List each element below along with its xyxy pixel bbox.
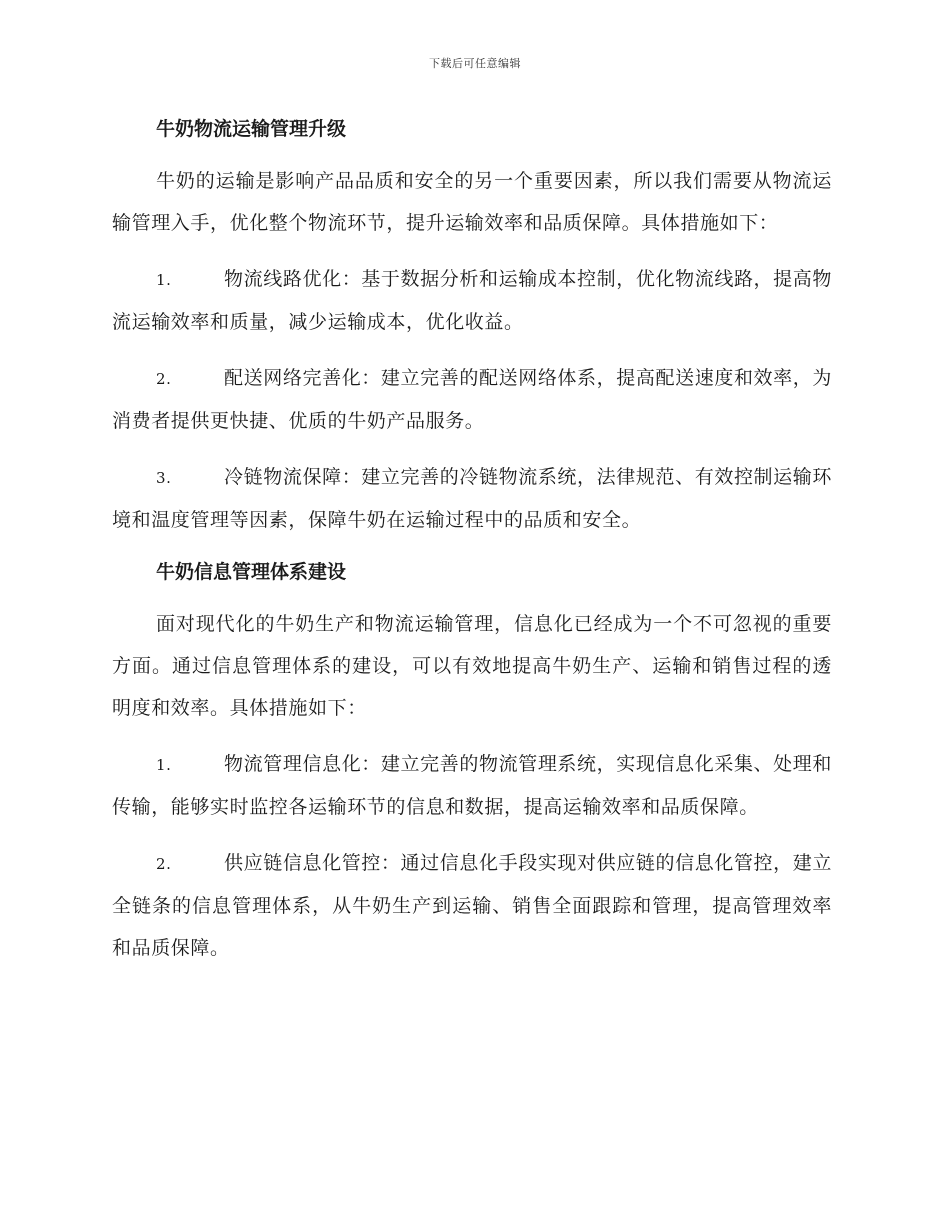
- list-number: 2.: [156, 370, 172, 388]
- list-item: [112, 456, 832, 541]
- list-number: 1.: [156, 271, 172, 289]
- section-heading: 牛奶信息管理体系建设: [156, 561, 347, 583]
- list-text: 配送网络完善化：建立完善的配送网络体系，提高配送速度和效率，为消费者提供更快捷、优质的牛奶产品服务。: [112, 367, 832, 432]
- list-number: 1.: [156, 756, 172, 774]
- list-item: [112, 258, 832, 343]
- header-note: 下载后可任意编辑: [429, 57, 521, 70]
- list-number: 2.: [156, 855, 172, 873]
- section-intro: 牛奶的运输是影响产品品质和安全的另一个重要因素，所以我们需要从物流运输管理入手，优化整个物流环节，提升运输效率和品质保障。具体措施如下：: [112, 170, 832, 234]
- section-intro: 面对现代化的牛奶生产和物流运输管理，信息化已经成为一个不可忽视的重要方面。通过信息管理体系的建设，可以有效地提高牛奶生产、运输和销售过程的透明度和效率。具体措施如下：: [112, 613, 832, 719]
- list-number: 3.: [156, 469, 172, 487]
- list-text: 供应链信息化管控：通过信息化手段实现对供应链的信息化管控，建立全链条的信息管理体系，从牛奶生产到运输、销售全面跟踪和管理，提高管理效率和品质保障。: [112, 852, 832, 959]
- section-heading: 牛奶物流运输管理升级: [156, 118, 347, 140]
- list-text: 物流线路优化：基于数据分析和运输成本控制，优化物流线路，提高物流运输效率和质量，减少运输成本，优化收益。: [112, 268, 832, 333]
- list-item: [112, 842, 832, 969]
- document-body: [112, 110, 832, 969]
- list-item: [112, 743, 832, 828]
- list-item: [112, 357, 832, 442]
- list-text: 冷链物流保障：建立完善的冷链物流系统，法律规范、有效控制运输环境和温度管理等因素，保障牛奶在运输过程中的品质和安全。: [112, 466, 832, 531]
- list-text: 物流管理信息化：建立完善的物流管理系统，实现信息化采集、处理和传输，能够实时监控各运输环节的信息和数据，提高运输效率和品质保障。: [112, 753, 832, 818]
